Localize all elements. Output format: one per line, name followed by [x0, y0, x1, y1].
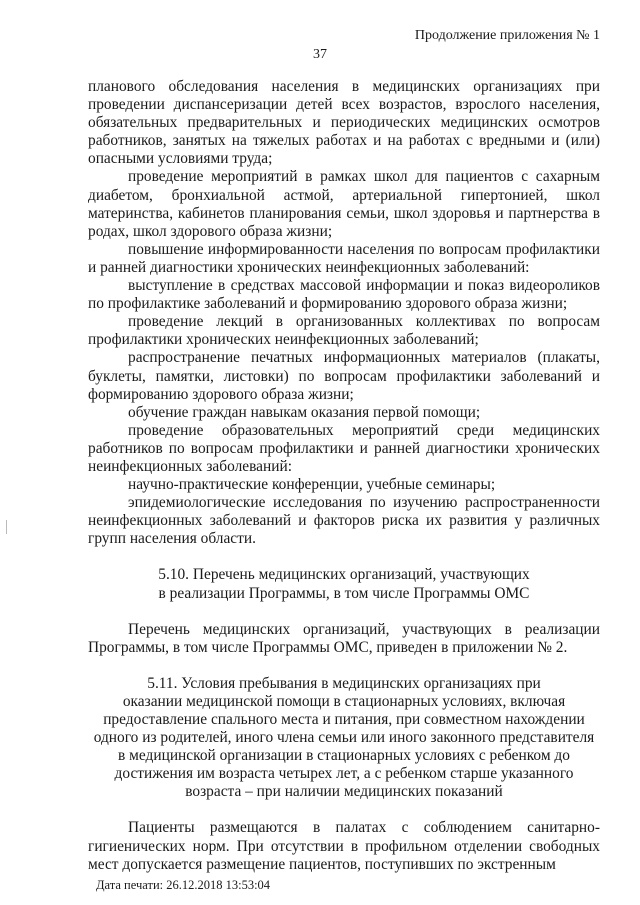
heading-line: достижения им возраста четырех лет, а с ребенком старше указанного	[114, 765, 574, 783]
heading-line: в медицинской организации в стационарных условиях с ребенком до	[118, 747, 570, 765]
paragraph: повышение информированности населения по вопросам профилактики и ранней диагностики хронических неинфекционных заболеваний:	[88, 240, 600, 276]
paragraph: выступление в средствах массовой информации и показ видеороликов по профилактике заболеваний и формированию здорового образа жизни;	[88, 277, 600, 313]
document-body	[88, 78, 600, 874]
section-heading-5-11	[88, 675, 600, 802]
section-heading-5-10	[88, 566, 600, 602]
scan-edge-mark	[6, 520, 7, 534]
paragraph: распространение печатных информационных материалов (плакаты, буклеты, памятки, листовки) по вопросам профилактики заболеваний и формированию здорового образа жизни;	[88, 349, 600, 403]
heading-line: возраста – при наличии медицинских показаний	[185, 783, 503, 801]
paragraph: обучение граждан навыкам оказания первой помощи;	[128, 403, 481, 421]
heading-line: одного из родителей, иного члена семьи или иного законного представителя	[93, 729, 595, 747]
heading-line: предоставление спального места и питания, при совместном нахождении	[103, 711, 585, 728]
heading-line: в реализации Программы, в том числе Программы ОМС	[158, 584, 530, 602]
print-date-footer: Дата печати: 26.12.2018 13:53:04	[96, 878, 271, 892]
paragraph: проведение мероприятий в рамках школ для пациентов с сахарным диабетом, бронхиальной астмой, артериальной гипертонией, школ материнства, кабинетов планирования семьи, школ здоровья и партнерства в родах, школ здорового образа жизни;	[88, 168, 600, 240]
paragraph: эпидемиологические исследования по изучению распространенности неинфекционных заболеваний и факторов риска их развития у различных групп населения области.	[88, 494, 600, 548]
continuation-header: Продолжение приложения № 1	[414, 28, 600, 43]
heading-line: оказании медицинской помощи в стационарных условиях, включая	[122, 692, 566, 710]
paragraph: проведение образовательных мероприятий среди медицинских работников по вопросам профилактики и ранней диагностики хронических неинфекционных заболеваний:	[88, 421, 600, 475]
page-number: 37	[313, 47, 327, 62]
section-5-10-text: Перечень медицинских организаций, участвующих в реализации Программы, в том числе Программы ОМС, приведен в приложении № 2.	[88, 620, 600, 656]
paragraph: планового обследования населения в медицинских организациях при проведении диспансеризации детей всех возрастов, взрослого населения, обязательных предварительных и периодических медицинских осмотров работников, занятых на тяжелых работах и на работах с вредными и (или) опасными условиями труда;	[88, 78, 600, 168]
paragraph: научно-практические конференции, учебные семинары;	[128, 476, 496, 494]
paragraph: проведение лекций в организованных коллективах по вопросам профилактики хронических неинфекционных заболеваний;	[88, 313, 600, 349]
section-5-11-text: Пациенты размещаются в палатах с соблюдением санитарно-гигиенических норм. При отсутствии в профильном отделении свободных мест допускается размещение пациентов, поступивших по экстренным	[88, 819, 600, 873]
heading-line: 5.10. Перечень медицинских организаций, участвующих	[158, 566, 530, 584]
heading-line: 5.11. Условия пребывания в медицинских организациях при	[147, 674, 541, 692]
